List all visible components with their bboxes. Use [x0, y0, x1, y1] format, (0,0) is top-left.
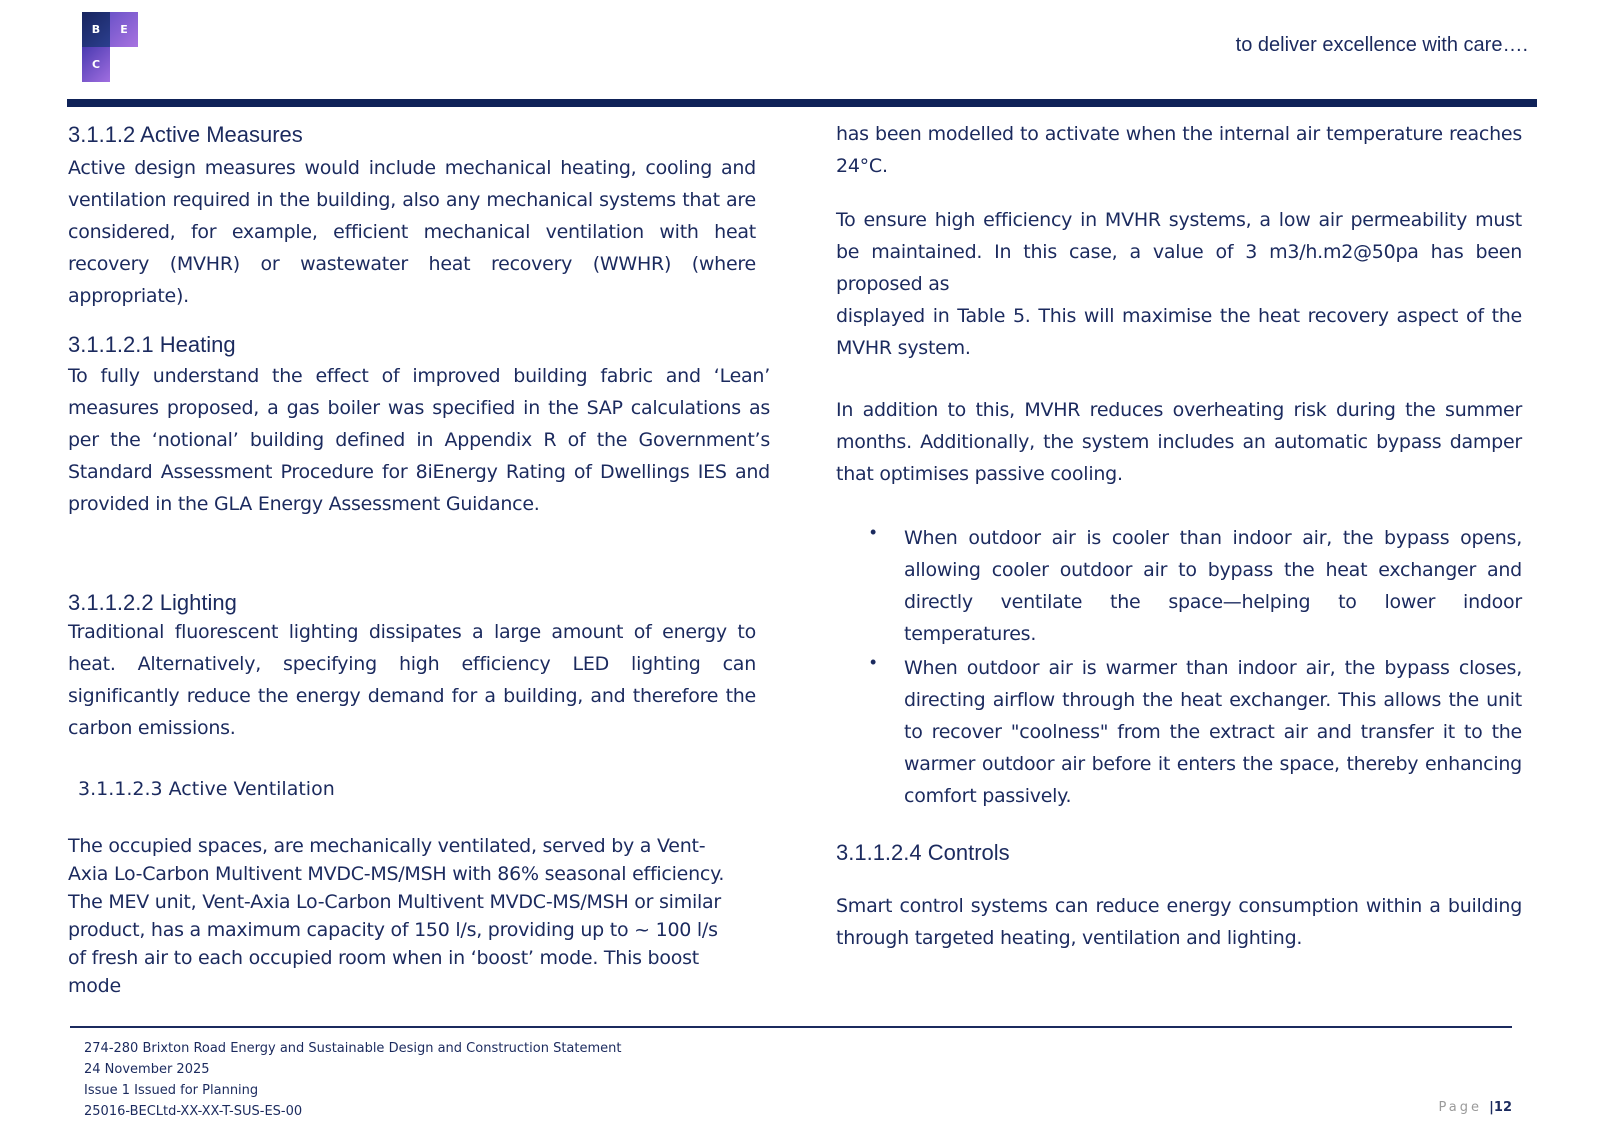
- bullet-icon: •: [870, 652, 877, 672]
- bypass-bullet-list: [836, 522, 1522, 812]
- paragraph-lighting: Traditional fluorescent lighting dissipates a large amount of energy to heat. Alternatively, specifying high efficiency LED lighting can significantly reduce the energy demand for a building, and therefore the carbon emissions.: [68, 621, 756, 739]
- bullet-text: When outdoor air is cooler than indoor air, the bypass opens, allowing cooler outdoor air to bypass the heat exchanger and directly ventilate the space—helping to lower indoor temperatures.: [904, 527, 1522, 645]
- paragraph-mvhr-table-reference: displayed in Table 5. This will maximise the heat recovery aspect of the MVHR system.: [836, 305, 1522, 359]
- bypass-bullet-item: [836, 652, 1522, 812]
- paragraph-controls: Smart control systems can reduce energy consumption within a building through targeted heating, ventilation and lighting.: [836, 895, 1522, 949]
- paragraph-mvhr-overheating: In addition to this, MVHR reduces overheating risk during the summer months. Additionally, the system includes an automatic bypass damper that optimises passive cooling.: [836, 399, 1522, 485]
- page-number: [1439, 1100, 1512, 1115]
- paragraph-active-ventilation: The occupied spaces, are mechanically ventilated, served by a Vent-Axia Lo-Carbon Multivent MVDC-MS/MSH with 86% seasonal efficiency. The MEV unit, Vent-Axia Lo-Carbon Multivent MVDC-MS/MSH or similar product, has a maximum capacity of 150 l/s, providing up to ~ 100 l/s of fresh air to each occupied room when in ‘boost’ mode. This boost mode: [68, 835, 725, 997]
- bullet-icon: •: [870, 522, 877, 542]
- paragraph-active-measures: Active design measures would include mechanical heating, cooling and ventilation required in the building, also any mechanical systems that are considered, for example, efficient mechanical ventilation with heat recovery (MVHR) or wastewater heat recovery (WWHR) (where appropriate).: [68, 157, 756, 307]
- paragraph-heating: To fully understand the effect of improved building fabric and ‘Lean’ measures proposed, a gas boiler was specified in the SAP calculations as per the ‘notional’ building defined in Appendix R of the Government’s Standard Assessment Procedure for 8iEnergy Rating of Dwellings IES and provided in the GLA Energy Assessment Guidance.: [68, 365, 770, 515]
- document-footer: [84, 1038, 622, 1122]
- right-column: [836, 122, 1522, 954]
- page-separator: |: [1489, 1100, 1494, 1115]
- bypass-bullet-item: [836, 522, 1522, 650]
- footer-divider: [70, 1026, 1512, 1028]
- bullet-text: When outdoor air is warmer than indoor air, the bypass closes, directing airflow through the heat exchanger. This allows the unit to recover "coolness" from the extract air and transfer it to the warmer outdoor air before it enters the space, thereby enhancing comfort passively.: [904, 657, 1522, 807]
- paragraph-mvhr-permeability: To ensure high efficiency in MVHR systems, a low air permeability must be maintained. In this case, a value of 3 m3/h.m2@50pa has been proposed as: [836, 209, 1522, 295]
- paragraph-boost-mode-continued: has been modelled to activate when the internal air temperature reaches 24°C.: [836, 123, 1522, 177]
- footer-reference: 25016-BECLtd-XX-XX-T-SUS-ES-00: [84, 1104, 303, 1119]
- footer-issue: Issue 1 Issued for Planning: [84, 1083, 259, 1098]
- page-number-value: 12: [1493, 1100, 1512, 1115]
- company-logo: [82, 12, 138, 82]
- footer-document-title: 274-280 Brixton Road Energy and Sustainable Design and Construction Statement: [84, 1041, 622, 1056]
- left-column: [68, 122, 770, 1000]
- heading-controls: 3.1.1.2.4 Controls: [836, 840, 1010, 865]
- header-tagline: to deliver excellence with care….: [1235, 34, 1528, 56]
- heading-active-measures: 3.1.1.2 Active Measures: [68, 122, 303, 147]
- logo-letter-b: B: [82, 12, 110, 47]
- heading-lighting: 3.1.1.2.2 Lighting: [68, 590, 237, 615]
- logo-letter-e: E: [110, 12, 138, 47]
- header-divider: [67, 99, 1537, 107]
- heading-active-ventilation: 3.1.1.2.3 Active Ventilation: [78, 778, 335, 800]
- page-label: Page: [1438, 1100, 1483, 1115]
- logo-letter-c: C: [82, 47, 110, 82]
- footer-date: 24 November 2025: [84, 1062, 210, 1077]
- heading-heating: 3.1.1.2.1 Heating: [68, 332, 236, 357]
